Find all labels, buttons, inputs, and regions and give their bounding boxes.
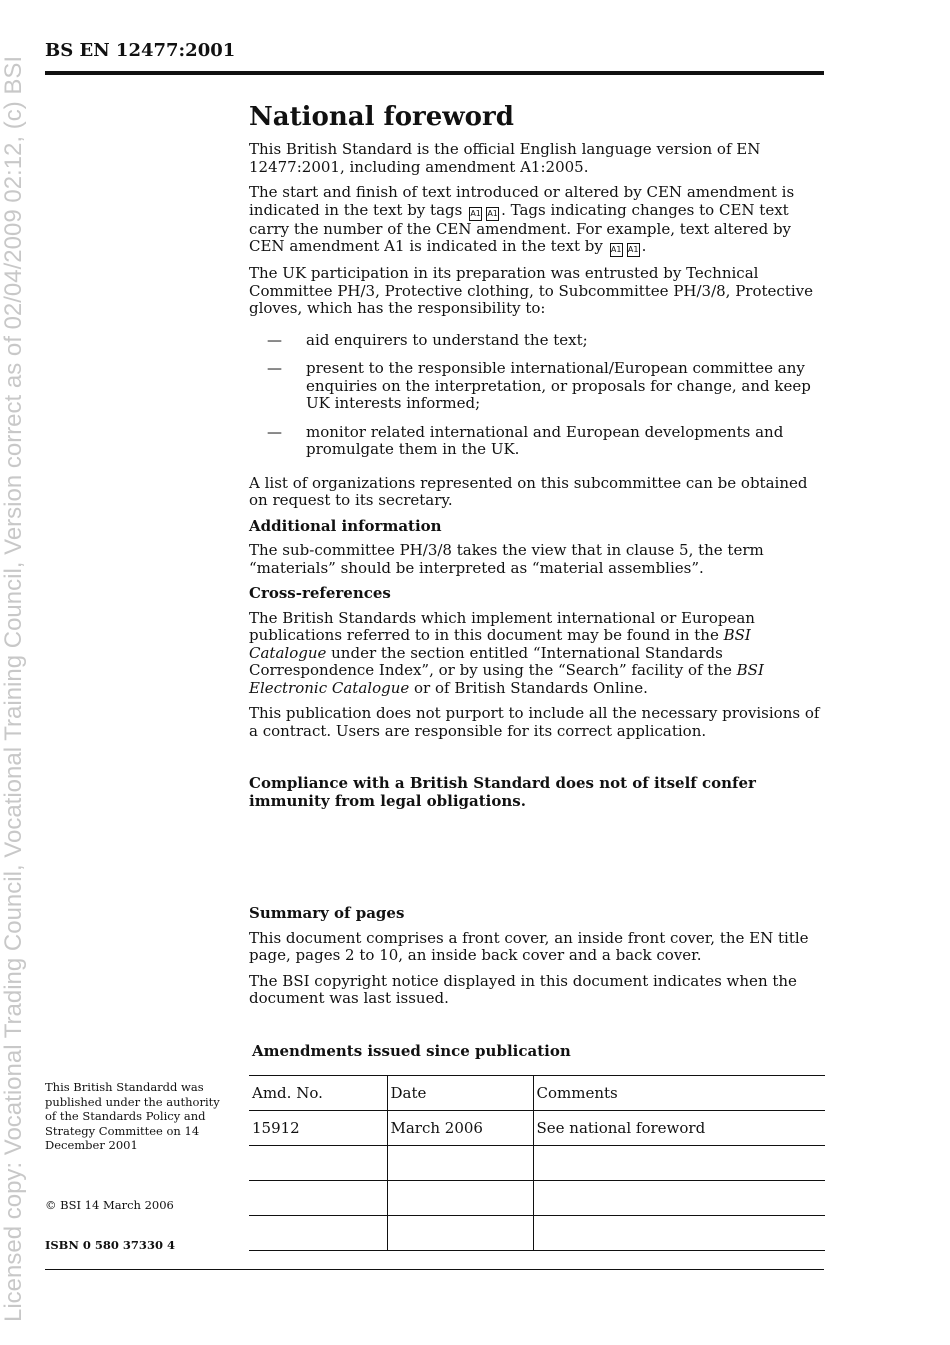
summary-heading: Summary of pages [249, 904, 405, 922]
intro-paragraph: This British Standard is the official English language version of EN 12477:2001, including amendment A1:2005. [249, 140, 761, 176]
column-header: Date [387, 1076, 533, 1111]
amendment-start-tag-icon: A1 [469, 207, 482, 221]
table-cell: March 2006 [387, 1111, 533, 1146]
isbn-line: ISBN 0 580 37330 4 [45, 1238, 175, 1252]
table-cell [249, 1216, 387, 1251]
cross-references-heading: Cross-references [249, 584, 391, 602]
table-row [249, 1111, 825, 1146]
amendment-end-tag-icon: A1 [627, 243, 640, 257]
summary-paragraph: This document comprises a front cover, an inside front cover, the EN title page, pages 2 to 10, an inside back cover and a back cover. [249, 928, 809, 964]
responsibility-list [249, 332, 829, 459]
table-cell [249, 1181, 387, 1216]
additional-info-heading: Additional information [249, 516, 442, 535]
document-id: BS EN 12477:2001 [45, 40, 236, 61]
publication-authority-note: This British Standardd was published under the authority of the Standards Policy and Strategy Committee on 14 December 2001 [45, 1080, 220, 1152]
table-cell [533, 1181, 825, 1216]
amendments-table [249, 1075, 825, 1251]
table-row [249, 1216, 825, 1251]
table-header-row [249, 1076, 825, 1111]
amendment-start-tag-icon: A1 [610, 243, 623, 257]
table-row [249, 1181, 825, 1216]
compliance-statement: Compliance with a British Standard does not of itself confer immunity from legal obligations. [249, 774, 756, 810]
list-item: — monitor related international and European developments and promulgate them in the UK. [267, 422, 784, 458]
table-cell [533, 1146, 825, 1181]
table-cell [387, 1146, 533, 1181]
table-cell [387, 1216, 533, 1251]
table-cell [387, 1181, 533, 1216]
header-rule [45, 71, 824, 75]
participation-paragraph: The UK participation in its preparation was entrusted by Technical Committee PH/3, Protective clothing, to Subcommittee PH/3/8, Protective gloves, which has the responsibility to: [249, 264, 813, 317]
table-cell [533, 1216, 825, 1251]
amendments-title: Amendments issued since publication [252, 1042, 571, 1060]
provisions-paragraph: This publication does not purport to include all the necessary provisions of a contract. Users are responsible for its correct application. [249, 704, 820, 740]
cross-references-paragraph: The British Standards which implement international or European publications referred to in this document may be found in the BSI Catalogue under the section entitled “International Standards Correspondence Index”, or by using the “Search” facility of the BSI Electronic Catalogue or of British Standards Online. [249, 608, 764, 697]
footer-rule [45, 1269, 824, 1270]
amendment-end-tag-icon: A1 [486, 207, 499, 221]
copyright-line: © BSI 14 March 2006 [45, 1198, 174, 1212]
table-cell: 15912 [249, 1111, 387, 1146]
list-item: — present to the responsible international/European committee any enquiries on the interpretation, or proposals for change, and keep UK interests informed; [267, 359, 811, 412]
page-title: National foreword [249, 102, 514, 132]
column-header: Comments [533, 1076, 825, 1111]
foreword-body [249, 100, 829, 1016]
list-item: — aid enquirers to understand the text; [267, 330, 588, 349]
table-cell [249, 1146, 387, 1181]
amendment-tags-paragraph: The start and finish of text introduced or altered by CEN amendment is indicated in the text by tags A1 A1 . Tags indicating changes to CEN text carry the number of the CEN amendment. For example, text altered by CEN amendment A1 is indicated in the text by A1 A1 . [249, 183, 795, 255]
copyright-notice-paragraph: The BSI copyright notice displayed in this document indicates when the document was last issued. [249, 971, 797, 1007]
bsi-electronic-catalogue-title: BSI Electronic Catalogue [249, 661, 764, 697]
table-row [249, 1146, 825, 1181]
table-cell: See national foreword [533, 1111, 825, 1146]
organizations-paragraph: A list of organizations represented on this subcommittee can be obtained on request to its secretary. [249, 473, 808, 509]
column-header: Amd. No. [249, 1076, 387, 1111]
bsi-catalogue-title: BSI Catalogue [249, 626, 751, 662]
additional-info-paragraph: The sub-committee PH/3/8 takes the view that in clause 5, the term “materials” should be interpreted as “material assemblies”. [249, 541, 764, 577]
license-watermark: Licensed copy: Vocational Trading Council, Vocational Training Council, Version correct as of 02/04/2009 02:12, (c) BSI [0, 55, 27, 1322]
